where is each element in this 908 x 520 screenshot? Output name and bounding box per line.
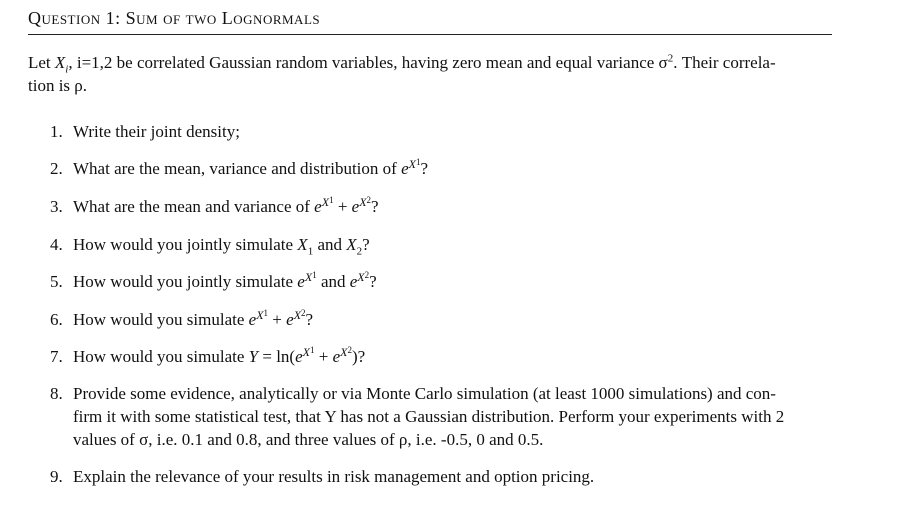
item-8-line-3: values of σ, i.e. 0.1 and 0.8, and three values of ρ, i.e. -0.5, 0 and 0.5. bbox=[73, 430, 544, 449]
item-8-line-2: firm it with some statistical test, that Y has not a Gaussian distribution. Perform your experiments with 2 bbox=[73, 407, 785, 426]
title-rule bbox=[28, 34, 832, 35]
intro-paragraph: Let $X_i$, i=1,2 be correlated Gaussian random variables, having zero mean and equal variance $\sigma^2$. Their correla- tion is ρ. bbox=[28, 52, 776, 95]
question-title: Question 1: Sum of two Lognormals bbox=[28, 8, 321, 28]
item-8-line-1: Provide some evidence, analytically or via Monte Carlo simulation (at least 1000 simulations) and con- bbox=[73, 384, 776, 403]
